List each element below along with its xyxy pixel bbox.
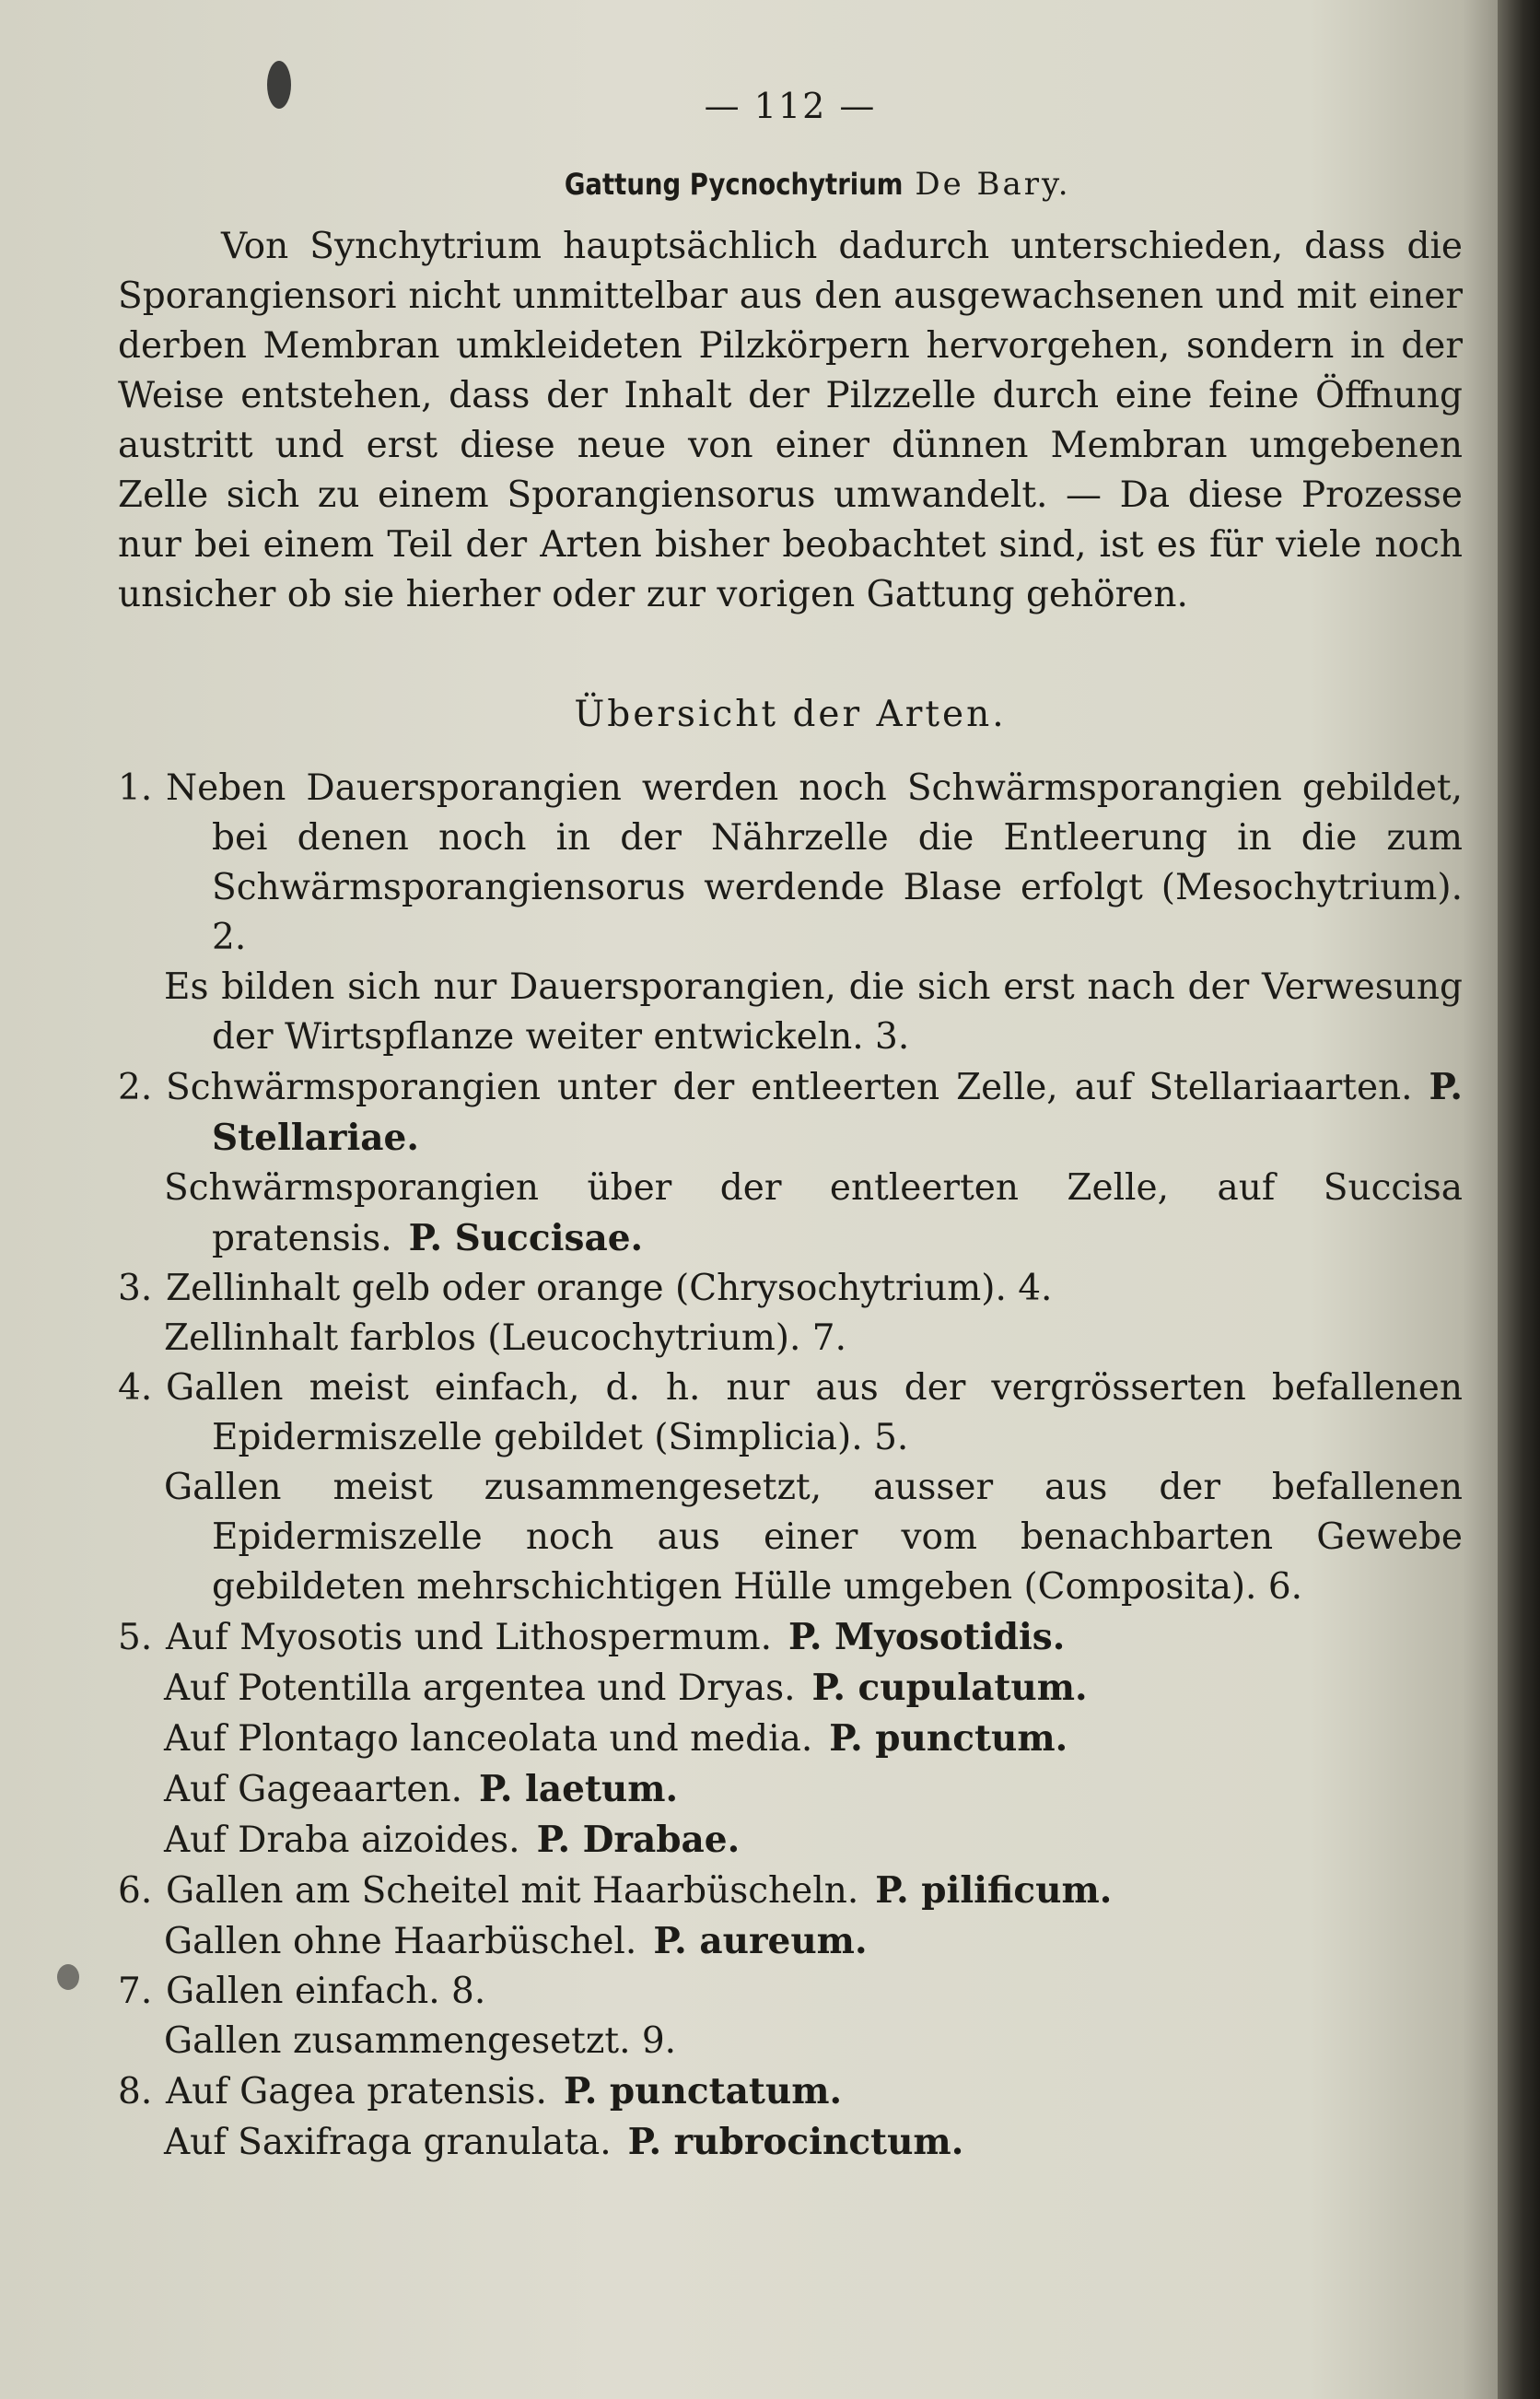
- key-entry-text: Auf Gageaarten.: [164, 1769, 462, 1810]
- page-content: [118, 81, 1463, 2168]
- key-entry-text: Zellinhalt farblos (Leucochytrium). 7.: [164, 1317, 847, 1359]
- species-name: P. Succisae.: [408, 1217, 644, 1259]
- key-entry-text: Schwärmsporangien über der entleerten Zelle, auf Succisa pratensis.: [164, 1167, 1463, 1259]
- key-entry-text: Es bilden sich nur Dauersporangien, die sich erst nach der Verwesung der Wirtspflanze weiter entwickeln. 3.: [164, 966, 1463, 1058]
- key-entry-number: 4.: [118, 1367, 153, 1409]
- key-entry: [118, 2117, 1463, 2168]
- key-entry-text: Neben Dauersporangien werden noch Schwärmsporangien gebildet, bei denen noch in der Nährzelle die Entleerung in die zum Schwärmsporangiensorus werdende Blase erfolgt (Mesochytrium). 2.: [166, 767, 1463, 958]
- key-entry: [118, 1363, 1463, 1463]
- key-entry-text: Zellinhalt gelb oder orange (Chrysochytrium). 4.: [166, 1268, 1053, 1309]
- key-entry: [118, 1815, 1463, 1866]
- key-entry-text: Auf Potentilla argentea und Dryas.: [164, 1668, 796, 1709]
- key-entry-number: 8.: [118, 2071, 153, 2112]
- key-entry-text: Gallen zusammengesetzt. 9.: [164, 2020, 677, 2062]
- key-entry-number: 3.: [118, 1268, 153, 1309]
- key-entry: [118, 1714, 1463, 1764]
- species-name: P. rubrocinctum.: [627, 2121, 964, 2163]
- key-entry-text: Gallen am Scheitel mit Haarbüscheln.: [166, 1870, 859, 1912]
- key-entry-text: Gallen einfach. 8.: [166, 1971, 486, 2012]
- intro-paragraph: Von Synchytrium hauptsächlich dadurch unterschieden, dass die Sporangiensori nicht unmittelbar aus den ausgewachsenen und mit einer derben Membran umkleideten Pilzkörpern hervorgehen, sondern in der Weise entstehen, dass der Inhalt der Pilzzelle durch eine feine Öffnung austritt und erst diese neue von einer dünnen Membran umgebenen Zelle sich zu einem Sporangiensorus umwandelt. — Da diese Prozesse nur bei einem Teil der Arten bisher beobachtet sind, ist es für viele noch unsicher ob sie hierher oder zur vorigen Gattung gehören.: [118, 226, 1463, 615]
- species-key: [118, 764, 1463, 2168]
- key-entry-text: Gallen ohne Haarbüschel.: [164, 1921, 637, 1962]
- page-number: — 112 —: [704, 86, 877, 126]
- species-name: P. punctatum.: [563, 2070, 843, 2112]
- key-entry-text: Gallen meist einfach, d. h. nur aus der vergrösserten befallenen Epidermiszelle gebildet (Simplicia). 5.: [166, 1367, 1463, 1458]
- key-entry: [118, 1764, 1463, 1815]
- genus-author: De Bary.: [915, 166, 1071, 203]
- key-entry: [118, 2017, 1463, 2066]
- species-name: P. punctum.: [829, 1717, 1068, 1760]
- key-entry-text: Auf Myosotis und Lithospermum.: [166, 1617, 773, 1658]
- key-entry: [118, 1612, 1463, 1663]
- key-entry: [118, 1866, 1463, 1916]
- species-name: P. Stellariae.: [212, 1066, 1463, 1159]
- key-entry: [118, 963, 1463, 1062]
- key-entry: [118, 764, 1463, 963]
- key-entry-number: 5.: [118, 1617, 153, 1658]
- key-entry-text: Schwärmsporangien unter der entleerten Zelle, auf Stellariaarten.: [166, 1067, 1413, 1108]
- key-entry: [118, 1264, 1463, 1314]
- key-entry: [118, 2066, 1463, 2117]
- species-name: P. laetum.: [478, 1768, 679, 1810]
- key-entry-number: 2.: [118, 1067, 153, 1108]
- key-entry-number: 7.: [118, 1971, 153, 2012]
- key-entry: [118, 1463, 1463, 1612]
- species-name: P. cupulatum.: [811, 1667, 1088, 1709]
- genus-heading: [118, 158, 1463, 209]
- key-entry: [118, 1663, 1463, 1714]
- species-name: P. Myosotidis.: [788, 1616, 1066, 1658]
- key-entry-text: Gallen meist zusammengesetzt, ausser aus der befallenen Epidermiszelle noch aus einer vom benachbarten Gewebe gebildeten mehrschichtigen Hülle umgeben (Composita). 6.: [164, 1467, 1463, 1608]
- key-entry-text: Auf Draba aizoides.: [164, 1820, 520, 1861]
- species-name: P. aureum.: [653, 1920, 868, 1962]
- key-entry: [118, 1314, 1463, 1363]
- key-entry-number: 1.: [118, 767, 153, 809]
- key-entry: [118, 1916, 1463, 1967]
- key-entry-text: Auf Gagea pratensis.: [166, 2071, 547, 2112]
- book-spine-shadow: [1498, 0, 1540, 2399]
- ink-blot: [57, 1964, 79, 1990]
- species-name: P. Drabae.: [536, 1819, 741, 1861]
- species-name: P. pilificum.: [875, 1869, 1113, 1912]
- key-entry-text: Auf Plontago lanceolata und media.: [164, 1718, 813, 1760]
- key-entry: [118, 1062, 1463, 1164]
- key-entry: [118, 1967, 1463, 2017]
- key-heading: Übersicht der Arten.: [574, 694, 1007, 735]
- genus-name: Gattung Pycnochytrium: [565, 167, 904, 202]
- key-entry-number: 6.: [118, 1870, 153, 1912]
- key-entry: [118, 1164, 1463, 1264]
- key-entry-text: Auf Saxifraga granulata.: [164, 2122, 612, 2163]
